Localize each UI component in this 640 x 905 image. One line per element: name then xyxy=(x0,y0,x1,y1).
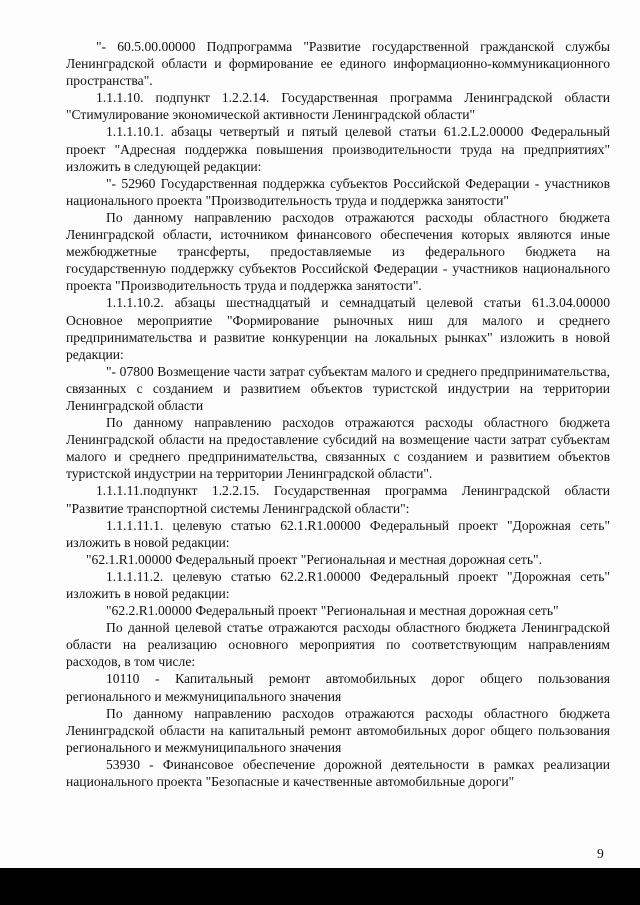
paragraph: По данной целевой статье отражаются расходы областного бюджета Ленинградской области на реализацию основного мероприятия по соответствующим направлениям расходов, в том числе: xyxy=(66,620,610,670)
paragraph: 1.1.1.10. подпункт 1.2.2.14. Государственная программа Ленинградской области "Стимулирование экономической активности Ленинградской области" xyxy=(66,90,610,123)
paragraph: По данному направлению расходов отражаются расходы областного бюджета Ленинградской области на капитальный ремонт автомобильных дорог общего пользования регионального и межмуниципального значения xyxy=(66,705,610,755)
paragraph: 1.1.1.11.подпункт 1.2.2.15. Государственная программа Ленинградской области "Развитие транспортной системы Ленинградской области": xyxy=(66,483,610,516)
paragraph: 53930 - Финансовое обеспечение дорожной деятельности в рамках реализации национального проекта "Безопасные и качественные автомобильные дороги" xyxy=(66,756,610,790)
scan-border xyxy=(0,868,640,905)
paragraph: "- 07800 Возмещение части затрат субъектам малого и среднего предпринимательства, связанных с созданием и развитием объектов туристской индустрии на территории Ленинградской области xyxy=(66,363,610,413)
paragraph: "62.1.R1.00000 Федеральный проект "Региональная и местная дорожная сеть". xyxy=(86,551,542,567)
paragraph: 1.1.1.11.1. целевую статью 62.1.R1.00000 Федеральный проект "Дорожная сеть" изложить в новой редакции: xyxy=(66,517,610,550)
paragraph: "- 52960 Государственная поддержка субъектов Российской Федерации - участников национального проекта "Производительность труда и поддержка занятости" xyxy=(66,175,610,208)
paragraph: 10110 - Капитальный ремонт автомобильных дорог общего пользования регионального и межмуниципального значения xyxy=(66,671,610,704)
paragraph: 1.1.1.10.2. абзацы шестнадцатый и семнадцатый целевой статьи 61.3.04.00000 Основное мероприятие "Формирование рыночных ниш для малого и среднего предпринимательства и развитие конкуренции на локальных рынках" изложить в новой редакции: xyxy=(66,295,610,362)
paragraph: По данному направлению расходов отражаются расходы областного бюджета Ленинградской области, источником финансового обеспечения которых являются иные межбюджетные трансферты, предоставляемые из федерального бюджета на государственную поддержку субъектов Российской Федерации - участников национального проекта "Производительность труда и поддержка занятости". xyxy=(66,209,610,294)
paragraph: "62.2.R1.00000 Федеральный проект "Региональная и местная дорожная сеть" xyxy=(106,603,559,619)
page-number: 9 xyxy=(597,846,604,861)
document-body xyxy=(66,38,610,790)
paragraph: 1.1.1.11.2. целевую статью 62.2.R1.00000 Федеральный проект "Дорожная сеть" изложить в новой редакции: xyxy=(66,568,610,601)
paragraph: "- 60.5.00.00000 Подпрограмма "Развитие государственной гражданской службы Ленинградской области и формирование ее единого информационно-коммуникационного пространства". xyxy=(66,39,610,89)
paragraph: По данному направлению расходов отражаются расходы областного бюджета Ленинградской области на предоставление субсидий на возмещение части затрат субъектам малого и среднего предпринимательства, связанных с созданием и развитием объектов туристской индустрии на территории Ленинградской области". xyxy=(66,415,610,482)
paragraph: 1.1.1.10.1. абзацы четвертый и пятый целевой статьи 61.2.L2.00000 Федеральный проект "Адресная поддержка повышения производительности труда на предприятиях" изложить в следующей редакции: xyxy=(66,124,610,174)
